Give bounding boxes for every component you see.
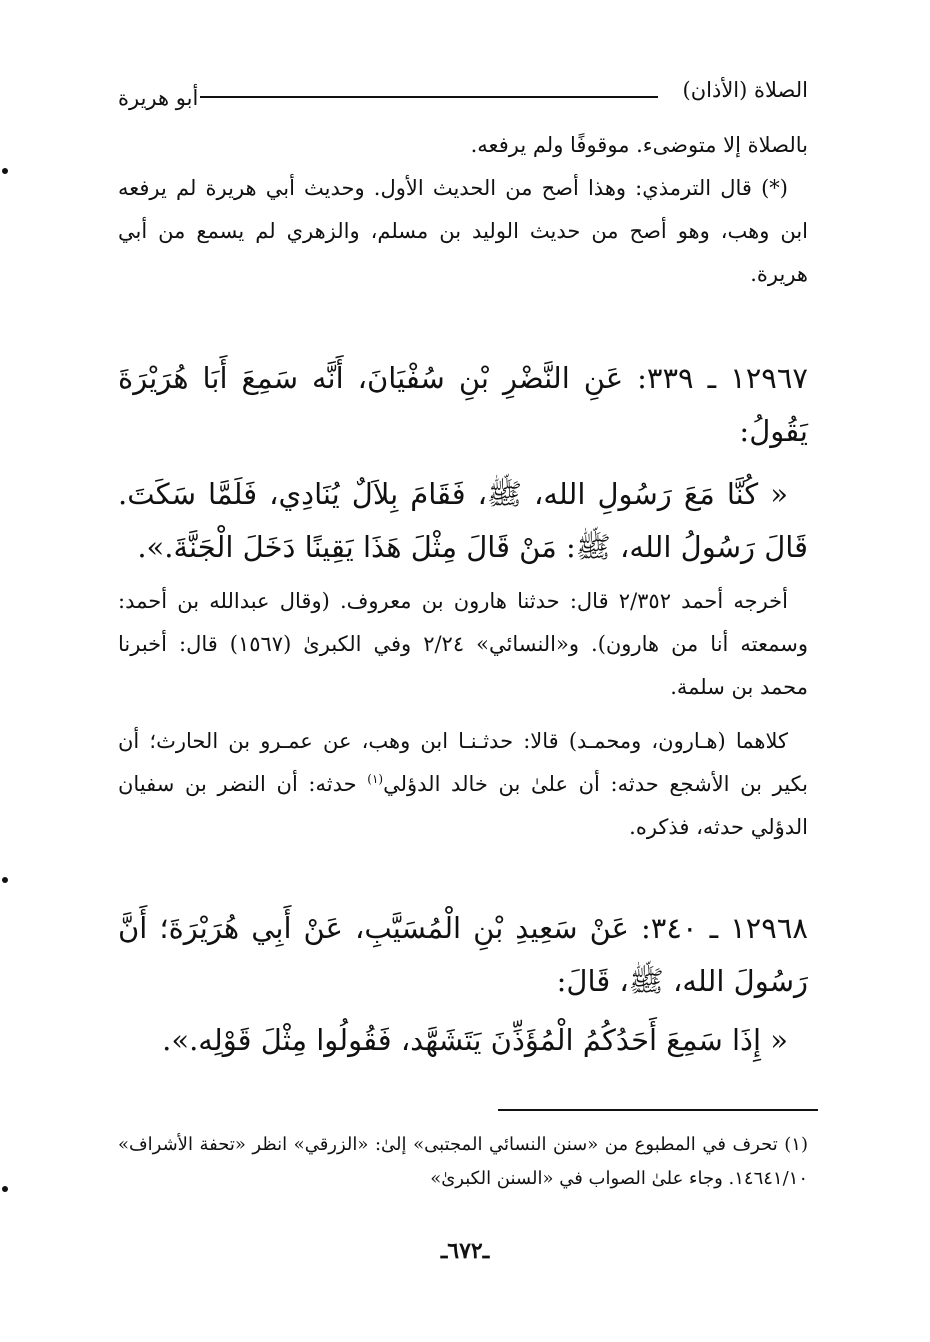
hadith-1-text: « كُنَّا مَعَ رَسُولِ الله، ﷺ، فَقَامَ بِلاَلٌ يُنَادِي، فَلَمَّا سَكَتَ. قَالَ رَسُولُ الله، ﷺ: مَنْ قَالَ مِثْلَ هَذَا يَقِينًا دَخَلَ الْجَنَّةَ.».	[118, 477, 808, 564]
page-number: ـ٦٧٢ـ	[440, 1238, 490, 1264]
takhrij-text: أخرجه أحمد ٢/٣٥٢ قال: حدثنا هارون بن معروف. (وقال عبدالله بن أحمد: وسمعته أنا من هارون). و«النسائي» ٢/٢٤ وفي الكبرىٰ (١٥٦٧) قال: أخبرنا محمد بن سلمة.	[118, 589, 808, 699]
header-rule	[200, 96, 658, 98]
note-text: قال الترمذي: وهذا أصح من الحديث الأول. وحديث أبي هريرة لم يرفعه ابن وهب، وهو أصح من حديث الوليد بن مسلم، والزهري لم يسمع من أبي هريرة.	[118, 176, 808, 286]
hadith-1-heading: ١٢٩٦٧ ـ ٣٣٩: عَنِ النَّضْرِ بْنِ سُفْيَانَ، أَنَّه سَمِعَ أَبَا هُرَيْرَةَ يَقُولُ:	[118, 361, 809, 448]
intro-text: بالصلاة إلا متوضىء. موقوفًا ولم يرفعه.	[470, 133, 808, 157]
running-header	[118, 78, 808, 108]
isnad-end: حدثه: أن النضر بن سفيان الدؤلي حدثه، فذكره.	[118, 772, 808, 839]
margin-dot	[2, 168, 8, 174]
tirmidhi-note	[118, 167, 808, 296]
hadith-1-isnad	[118, 720, 808, 849]
margin-dot	[2, 877, 8, 883]
header-narrator: أبو هريرة	[118, 86, 199, 110]
margin-dot	[2, 1186, 8, 1192]
note-marker: (*)	[761, 176, 788, 200]
footnote-number: (١)	[784, 1134, 808, 1155]
footnote	[118, 1128, 808, 1196]
footnote-text: تحرف في المطبوع من «سنن النسائي المجتبى» إلىٰ: «الزرقي» انظر «تحفة الأشراف» ١٤٦٤١/١٠. وجاء علىٰ الصواب في «السنن الكبرىٰ»	[118, 1134, 808, 1189]
footnote-separator	[498, 1109, 818, 1111]
hadith-1-matn	[118, 468, 808, 574]
hadith-1-takhrij	[118, 580, 808, 709]
hadith-2-title	[118, 902, 808, 1008]
hadith-2-matn	[118, 1014, 808, 1067]
hadith-2-heading: ١٢٩٦٨ ـ ٣٤٠: عَنْ سَعِيدِ بْنِ الْمُسَيَّبِ، عَنْ أَبِي هُرَيْرَةَ؛ أَنَّ رَسُولَ الله، ﷺ، قَالَ:	[118, 911, 808, 998]
isnad-start: كلاهما (هـارون، ومحمـد) قالا: حدثـنـا ابن وهب، عن عمـرو بن الحارث؛ أن بكير بن الأشجع حدثه: أن علىٰ بن خالد الدؤلي	[118, 729, 809, 796]
footnote-reference[interactable]: (١)	[367, 772, 384, 786]
hadith-2-text: « إِذَا سَمِعَ أَحَدُكُمُ الْمُؤَذِّنَ يَتَشَهَّد، فَقُولُوا مِثْلَ قَوْلِه.».	[162, 1023, 788, 1057]
intro-line	[118, 124, 808, 167]
header-chapter: الصلاة (الأذان)	[682, 78, 808, 102]
hadith-1-title	[118, 352, 808, 458]
